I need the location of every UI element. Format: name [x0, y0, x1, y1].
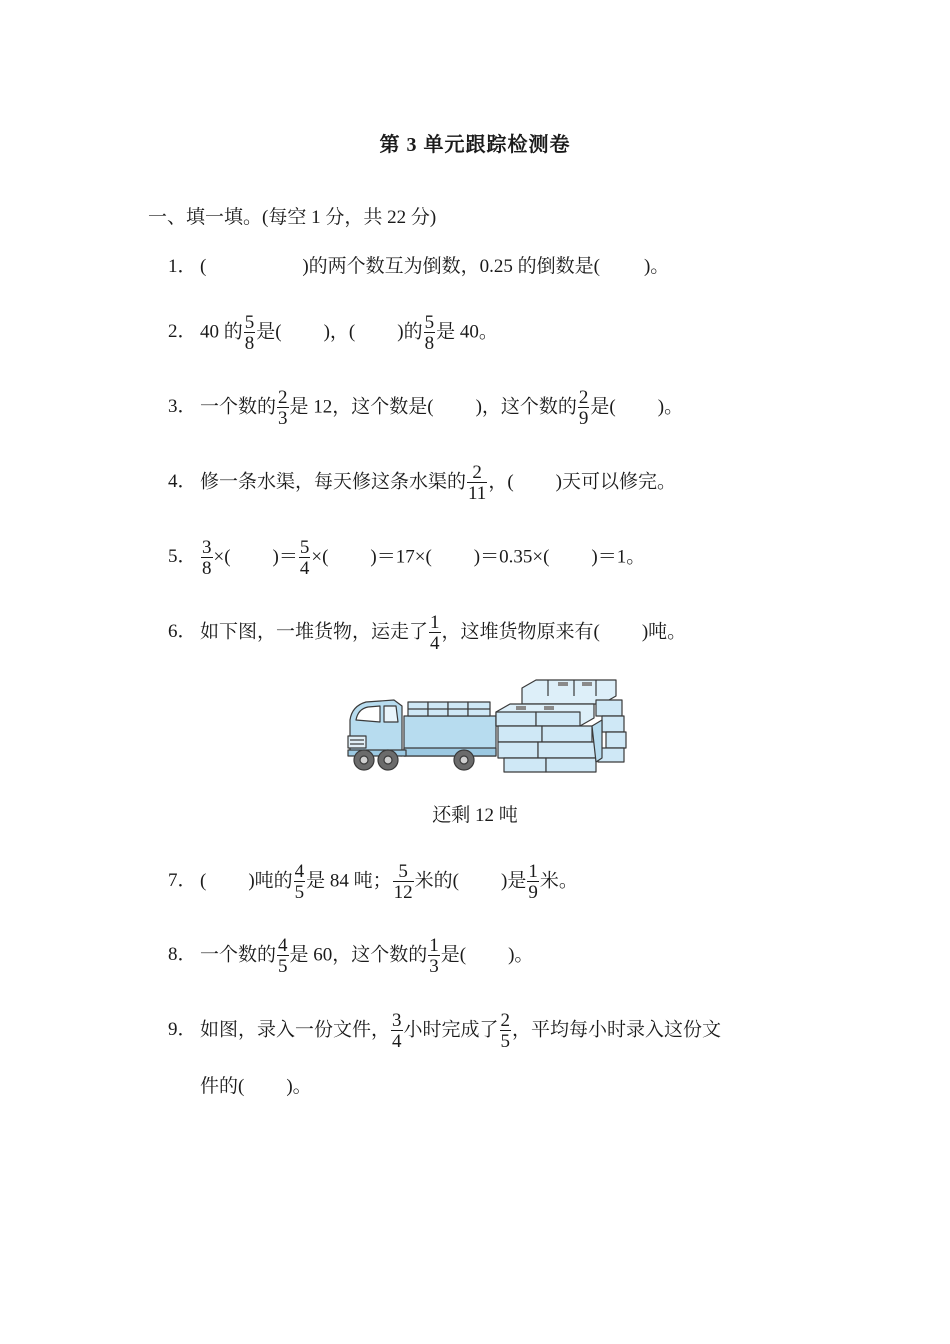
question-number: 8．: [168, 944, 197, 966]
question-number: 3．: [168, 396, 197, 418]
page-title: 第 3 单元跟踪检测卷: [379, 134, 571, 156]
fraction: $\frac{2}{3}$: [278, 387, 288, 429]
question-9: 9． 如图，录入一份文件， $\frac{3}{4}$ 小时完成了 $\frac{2}{5}$ ，平均每小时录入这份文: [168, 1010, 722, 1052]
fraction: $\frac{3}{4}$: [392, 1010, 402, 1052]
question-1: 1． ( )的两个数互为倒数，0.25 的倒数是( )。: [168, 256, 670, 277]
fraction: $\frac{1}{9}$: [528, 861, 538, 903]
question-9-continued: 件的( )。: [200, 1076, 312, 1097]
question-number: 5．: [168, 546, 197, 568]
question-7: 7． ( )吨的 $\frac{4}{5}$ 是 84 吨； $\frac{5}{12}$ 米的( )是 $\frac{1}{9}$ 米。: [168, 861, 578, 903]
fraction: $\frac{1}{3}$: [429, 935, 439, 977]
fraction: $\frac{2}{11}$: [468, 462, 487, 504]
question-number: 4．: [168, 471, 197, 493]
question-5: 5． $\frac{3}{8}$ ×( )＝ $\frac{5}{4}$ ×( )＝17×( )＝0.35×( )＝1。: [168, 537, 646, 579]
figure-caption: 还剩 12 吨: [432, 805, 518, 826]
fraction: $\frac{5}{12}$: [393, 861, 413, 903]
question-number: 9．: [168, 1019, 197, 1041]
fraction: $\frac{4}{5}$: [278, 935, 288, 977]
question-number: 6．: [168, 621, 197, 643]
truck-cargo-illustration: [340, 676, 640, 776]
fraction: $\frac{4}{5}$: [294, 861, 305, 903]
question-8: 8． 一个数的 $\frac{4}{5}$ 是 60，这个数的 $\frac{1}{3}$ 是( )。: [168, 935, 534, 977]
fraction: $\frac{5}{8}$: [244, 312, 255, 354]
question-number: 7．: [168, 870, 197, 892]
question-4: 4． 修一条水渠，每天修这条水渠的 $\frac{2}{11}$ ，( )天可以修完。: [168, 462, 676, 504]
question-number: 1．: [168, 256, 197, 277]
fraction: $\frac{1}{4}$: [430, 612, 440, 654]
fraction: $\frac{2}{5}$: [500, 1010, 511, 1052]
box-pile: [496, 680, 626, 772]
question-6: 6． 如下图，一堆货物，运走了 $\frac{1}{4}$ ，这堆货物原来有( )吨。: [168, 612, 687, 654]
fraction: $\frac{2}{9}$: [578, 387, 589, 429]
section-heading: 一、填一填。(每空 1 分，共 22 分): [148, 207, 437, 228]
question-2: 2． 40 的 $\frac{5}{8}$ 是( )，( )的 $\frac{5}{8}$ 是 40。: [168, 312, 498, 354]
fraction: $\frac{5}{8}$: [424, 312, 435, 354]
question-number: 2．: [168, 321, 197, 343]
fraction: $\frac{3}{8}$: [202, 537, 212, 579]
question-3: 3． 一个数的 $\frac{2}{3}$ 是 12，这个数是( )，这个数的 $\frac{2}{9}$ 是( )。: [168, 387, 684, 429]
fraction: $\frac{5}{4}$: [299, 537, 310, 579]
